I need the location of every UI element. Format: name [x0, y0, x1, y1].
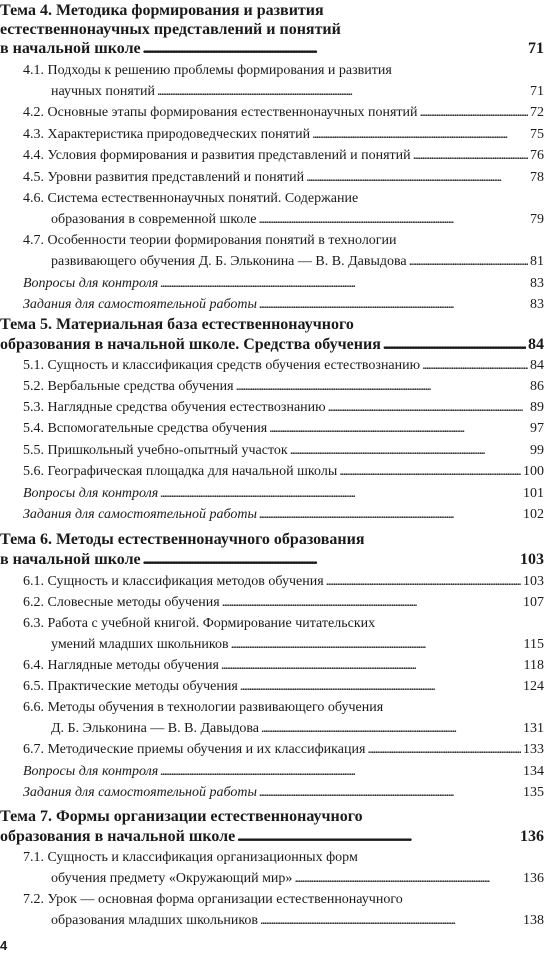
toc-entry	[0, 868, 544, 889]
dot-leader	[260, 910, 521, 931]
dot-leader	[290, 440, 528, 461]
toc-entry-title: Д. Б. Эльконина — В. В. Давыдова	[51, 721, 260, 736]
dot-leader	[413, 145, 528, 166]
toc-entry	[0, 81, 544, 102]
toc-entry	[0, 782, 544, 803]
toc-entry-title: Задания для самостоятельной работы	[23, 297, 257, 312]
toc-entry-title: образования в современной школе	[51, 212, 257, 227]
toc-entry-title: Тема 4. Методика формирования и развития	[0, 2, 324, 19]
toc-entry	[0, 397, 544, 418]
toc-entry	[0, 209, 544, 230]
toc-entry	[0, 655, 544, 676]
toc-entry	[0, 739, 544, 760]
toc-page-number: 115	[523, 637, 544, 652]
toc-entry-title: обучения предмету «Окружающий мир»	[51, 871, 293, 886]
toc-entry-title: 4.1. Подходы к решению проблемы формирования и развития	[23, 63, 392, 78]
toc-entry	[0, 613, 544, 634]
toc-entry-title: Тема 5. Материальная база естественнонаучного	[0, 316, 354, 333]
toc-entry-title: Вопросы для контроля	[23, 486, 159, 501]
toc-entry-title: образования в начальной школе	[0, 828, 236, 845]
toc-entry-title: 6.7. Методические приемы обучения и их классификация	[23, 742, 366, 757]
toc-page-number: 78	[530, 170, 544, 185]
toc-entry	[0, 634, 544, 655]
toc-entry	[0, 571, 544, 592]
toc-entry	[0, 697, 544, 718]
toc-page-number: 97	[530, 421, 544, 436]
toc-entry	[0, 230, 544, 251]
toc-entry-title: Вопросы для контроля	[23, 276, 159, 291]
toc-page-number: 83	[530, 276, 544, 291]
toc-entry-title: Тема 6. Методы естественнонаучного образования	[0, 531, 365, 548]
toc-page-number: 131	[523, 721, 544, 736]
toc-entry	[0, 889, 544, 910]
dot-leader	[312, 124, 528, 145]
toc-entry-title: 5.2. Вербальные средства обучения	[23, 379, 234, 394]
dot-leader	[306, 167, 528, 188]
toc-entry-title: 6.3. Работа с учебной книгой. Формирование читательских	[23, 616, 376, 631]
toc-entry-title: Тема 7. Формы организации естественнонаучного	[0, 808, 363, 825]
dot-leader	[143, 549, 518, 570]
toc-page-number: 83	[530, 297, 544, 312]
toc-entry	[0, 676, 544, 697]
toc-entry	[0, 910, 544, 931]
toc-page-number: 118	[523, 658, 544, 673]
dot-leader	[222, 592, 521, 613]
toc-page-number: 124	[523, 679, 544, 694]
toc-entry	[0, 294, 544, 315]
toc-entry	[0, 60, 544, 81]
dot-leader	[409, 251, 528, 272]
toc-chapter-line	[0, 529, 544, 550]
toc-entry-title: 4.4. Условия формирования и развития представлений и понятий	[23, 148, 411, 163]
page-number: 4	[0, 938, 8, 953]
toc-entry-title: Вопросы для контроля	[23, 764, 159, 779]
toc-entry-title: 5.4. Вспомогательные средства обучения	[23, 421, 268, 436]
toc-page-number: 84	[528, 336, 544, 353]
toc-page-number: 138	[523, 913, 544, 928]
toc-page-number: 136	[523, 871, 544, 886]
toc-entry	[0, 761, 544, 782]
toc-page-number: 135	[523, 785, 544, 800]
toc-entry	[0, 418, 544, 439]
toc-entry	[0, 102, 544, 123]
toc-entry	[0, 124, 544, 145]
dot-leader	[221, 655, 522, 676]
toc-page-number: 72	[530, 105, 544, 120]
dot-leader	[367, 739, 521, 760]
toc-page-number: 134	[523, 764, 544, 779]
dot-leader	[259, 294, 528, 315]
toc-entry-title: 7.2. Урок — основная форма организации естественнонаучного	[23, 892, 403, 907]
toc-entry	[0, 376, 544, 397]
toc-entry-title: 7.1. Сущность и классификация организационных форм	[23, 850, 358, 865]
toc-chapter-line	[0, 334, 544, 355]
toc-entry	[0, 847, 544, 868]
toc-entry	[0, 251, 544, 272]
toc-page-number: 79	[530, 212, 544, 227]
dot-leader	[326, 571, 521, 592]
toc-page-number: 75	[530, 127, 544, 142]
dot-leader	[261, 718, 521, 739]
toc-page-number: 136	[520, 828, 544, 845]
dot-leader	[160, 761, 521, 782]
toc-chapter-line	[0, 826, 544, 847]
toc-entry	[0, 592, 544, 613]
dot-leader	[240, 676, 521, 697]
toc-entry-title: в начальной школе	[0, 40, 141, 57]
toc-entry-title: 4.3. Характеристика природоведческих понятий	[23, 127, 311, 142]
toc-entry-title: образования младших школьников	[51, 913, 259, 928]
dot-leader	[237, 826, 518, 847]
toc-page-number: 86	[530, 379, 544, 394]
dot-leader	[328, 397, 528, 418]
toc-page-number: 103	[523, 574, 544, 589]
toc-page-number: 81	[530, 254, 544, 269]
toc-entry	[0, 440, 544, 461]
toc-entry	[0, 461, 544, 482]
toc-entry	[0, 355, 544, 376]
dot-leader	[383, 334, 526, 355]
toc-entry	[0, 145, 544, 166]
toc-entry-title: естественнонаучных представлений и понятий	[0, 21, 341, 38]
dot-leader	[259, 782, 521, 803]
dot-leader	[294, 868, 521, 889]
toc-entry-title: 5.1. Сущность и классификация средств обучения естествознанию	[23, 358, 421, 373]
toc-chapter-line	[0, 314, 544, 335]
toc-page-number: 107	[523, 595, 544, 610]
toc-entry-title: 4.2. Основные этапы формирования естественнонаучных понятий	[23, 105, 418, 120]
dot-leader	[420, 102, 528, 123]
dot-leader	[339, 461, 521, 482]
toc-chapter-line	[0, 806, 544, 827]
toc-entry-title: в начальной школе	[0, 551, 141, 568]
toc-entry	[0, 504, 544, 525]
toc-entry-title: 6.5. Практические методы обучения	[23, 679, 238, 694]
dot-leader	[157, 81, 528, 102]
toc-page-number: 101	[523, 486, 544, 501]
toc-entry	[0, 718, 544, 739]
toc-page-number: 99	[530, 443, 544, 458]
toc-entry-title: умений младших школьников	[51, 637, 229, 652]
toc-entry-title: 5.3. Наглядные средства обучения естествознанию	[23, 400, 326, 415]
toc-entry	[0, 483, 544, 504]
toc-entry-title: Задания для самостоятельной работы	[23, 785, 257, 800]
toc-entry-title: Задания для самостоятельной работы	[23, 507, 257, 522]
toc-page-number: 71	[528, 40, 544, 57]
toc-entry-title: 6.6. Методы обучения в технологии развивающего обучения	[23, 700, 384, 715]
toc-entry-title: 6.4. Наглядные методы обучения	[23, 658, 219, 673]
toc-entry-title: научных понятий	[51, 84, 155, 99]
toc-chapter-line	[0, 549, 544, 570]
toc-entry-title: 5.6. Географическая площадка для начальной школы	[23, 464, 338, 479]
dot-leader	[269, 418, 528, 439]
toc-page-number: 84	[530, 358, 544, 373]
toc-page-number: 133	[523, 742, 544, 757]
toc-entry-title: 4.5. Уровни развития представлений и понятий	[23, 170, 305, 185]
dot-leader	[143, 38, 526, 59]
toc-entry-title: образования в начальной школе. Средства обучения	[0, 336, 381, 353]
dot-leader	[236, 376, 528, 397]
toc-entry-title: 4.7. Особенности теории формирования понятий в технологии	[23, 233, 397, 248]
toc-chapter-line	[0, 38, 544, 59]
toc-entry-title: 6.2. Словесные методы обучения	[23, 595, 220, 610]
dot-leader	[422, 355, 528, 376]
dot-leader	[160, 483, 521, 504]
toc-entry-title: 5.5. Пришкольный учебно-опытный участок	[23, 443, 288, 458]
toc-page-number: 102	[523, 507, 544, 522]
dot-leader	[259, 504, 521, 525]
dot-leader	[160, 273, 528, 294]
toc-page-number: 71	[530, 84, 544, 99]
toc-entry	[0, 273, 544, 294]
dot-leader	[231, 634, 522, 655]
toc-page-number: 103	[520, 551, 544, 568]
toc-page-number: 89	[530, 400, 544, 415]
toc-entry	[0, 167, 544, 188]
toc-page-number: 100	[523, 464, 544, 479]
toc-entry	[0, 188, 544, 209]
toc-entry-title: 4.6. Система естественнонаучных понятий. Содержание	[23, 191, 359, 206]
toc-entry-title: 6.1. Сущность и классификация методов обучения	[23, 574, 324, 589]
toc-page-number: 76	[530, 148, 544, 163]
dot-leader	[258, 209, 528, 230]
toc-entry-title: развивающего обучения Д. Б. Эльконина — В. В. Давыдова	[51, 254, 407, 269]
